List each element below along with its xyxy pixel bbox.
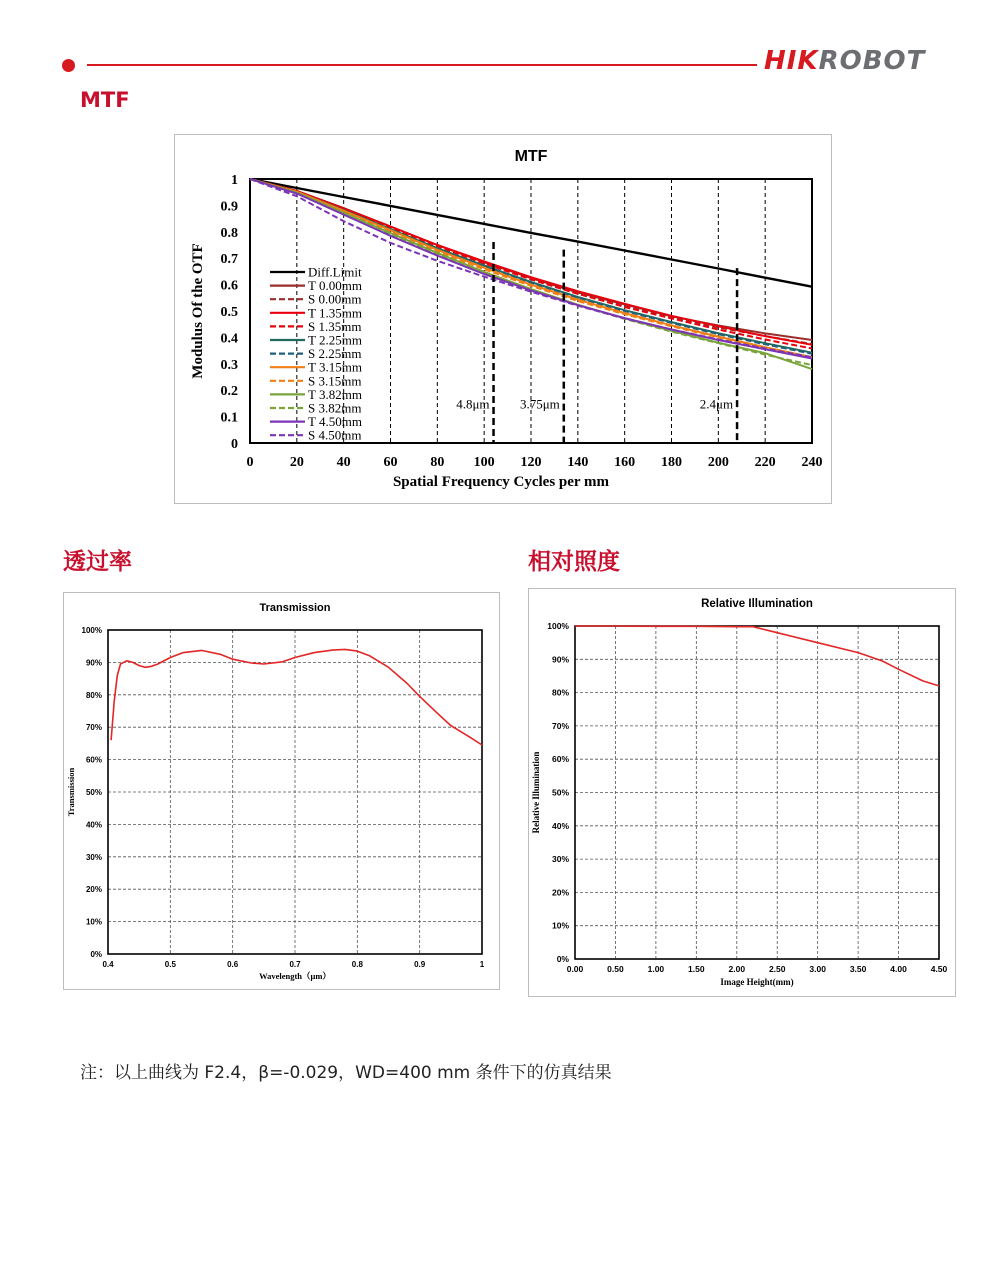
mtf-legend-label: S 3.82mm <box>308 400 362 416</box>
relative_illumination-y-tick-label: 0% <box>556 954 569 964</box>
mtf-x-tick-label: 140 <box>567 455 589 470</box>
mtf-legend-label: T 2.25mm <box>308 332 362 348</box>
mtf-x-tick-label: 0 <box>246 455 254 470</box>
header-rule <box>87 64 757 66</box>
transmission-y-tick-label: 20% <box>85 885 102 895</box>
mtf-y-tick-label: 0.2 <box>220 384 238 400</box>
relative_illumination-x-tick-label: 4.50 <box>930 964 948 974</box>
mtf-legend-label: Diff.Limit <box>308 264 362 280</box>
relative_illumination-x-tick-label: 3.50 <box>849 964 867 974</box>
relative_illumination-title: Relative Illumination <box>701 598 813 610</box>
transmission-section-title: 透过率 <box>63 549 132 575</box>
mtf-legend-label: T 1.35mm <box>308 305 362 321</box>
relative_illumination-series-line <box>575 626 939 686</box>
relative-illumination-chart <box>529 589 955 996</box>
relative_illumination-x-tick-label: 0.50 <box>607 964 624 974</box>
transmission-y-tick-label: 80% <box>85 690 102 700</box>
mtf-legend-label: T 4.50mm <box>308 414 362 430</box>
mtf-x-tick-label: 100 <box>473 455 495 470</box>
mtf-y-tick-label: 0.5 <box>220 305 238 320</box>
relative_illumination-y-tick-label: 30% <box>551 854 569 865</box>
relative_illumination-y-tick-label: 90% <box>551 654 569 665</box>
mtf-x-tick-label: 40 <box>336 455 351 470</box>
mtf-chart <box>175 135 831 503</box>
transmission-x-tick-label: 0.4 <box>102 960 114 969</box>
transmission-series-line <box>111 649 482 745</box>
relative_illumination-y-tick-label: 40% <box>551 820 569 831</box>
mtf-y-tick-label: 0.4 <box>220 331 238 347</box>
transmission-y-tick-label: 70% <box>85 723 102 733</box>
mtf-x-tick-label: 180 <box>661 455 682 470</box>
mtf-y-tick-label: 0.9 <box>220 199 238 215</box>
transmission-y-axis-label: Transmission <box>66 767 76 817</box>
mtf-marker-label: 3.75μm <box>519 396 560 412</box>
mtf-y-tick-label: 1 <box>231 173 238 188</box>
transmission-x-tick-label: 1 <box>479 960 485 969</box>
mtf-title: MTF <box>514 148 548 165</box>
mtf-y-tick-label: 0.6 <box>220 278 238 294</box>
relative_illumination-x-tick-label: 1.50 <box>688 964 705 974</box>
mtf-legend-label: T 3.82mm <box>308 386 362 402</box>
transmission-x-tick-label: 0.7 <box>289 960 301 969</box>
transmission-y-tick-label: 30% <box>85 852 102 862</box>
logo-robot-text: ROBOT <box>818 46 926 76</box>
transmission-x-axis-label: Wavelength（μm） <box>259 971 331 981</box>
logo-hik-text: HIK <box>764 46 819 76</box>
mtf-x-tick-label: 200 <box>707 455 729 470</box>
transmission-y-tick-label: 60% <box>85 755 102 765</box>
transmission-y-tick-label: 0% <box>90 950 102 959</box>
transmission-x-tick-label: 0.6 <box>227 960 239 969</box>
transmission-y-tick-label: 100% <box>81 626 102 635</box>
transmission-title: Transmission <box>259 602 331 614</box>
mtf-marker-label: 2.4μm <box>699 396 734 412</box>
mtf-x-tick-label: 20 <box>289 455 304 470</box>
transmission-y-tick-label: 40% <box>85 820 102 830</box>
relative_illumination-x-tick-label: 3.00 <box>809 964 826 974</box>
footnote: 注：以上曲线为 F2.4，β=-0.029，WD=400 mm 条件下的仿真结果 <box>80 1063 612 1083</box>
relative_illumination-y-tick-label: 70% <box>551 720 569 731</box>
mtf-legend-label: S 3.15mm <box>308 373 362 389</box>
relative_illumination-y-axis-label: Relative Illumination <box>531 751 541 834</box>
header-dot <box>62 59 75 72</box>
mtf-legend-label: S 4.50mm <box>308 427 362 443</box>
transmission-y-tick-label: 90% <box>85 658 102 668</box>
mtf-y-tick-label: 0 <box>231 437 238 452</box>
relative_illumination-y-tick-label: 20% <box>551 887 569 898</box>
mtf-legend-label: S 1.35mm <box>308 318 362 334</box>
mtf-x-axis-label: Spatial Frequency Cycles per mm <box>392 474 610 490</box>
hikrobot-logo <box>764 46 925 76</box>
transmission-chart-frame <box>63 592 500 990</box>
relative_illumination-y-tick-label: 80% <box>551 687 569 698</box>
mtf-legend-label: S 2.25mm <box>308 346 362 362</box>
mtf-y-axis-label: Modulus Of the OTF <box>190 243 206 379</box>
transmission-x-tick-label: 0.5 <box>164 960 176 969</box>
mtf-section-title: MTF <box>80 88 130 112</box>
transmission-y-tick-label: 10% <box>85 917 102 927</box>
transmission-x-tick-label: 0.9 <box>414 960 426 969</box>
mtf-y-tick-label: 0.7 <box>220 252 238 268</box>
mtf-legend-label: T 0.00mm <box>308 278 362 294</box>
mtf-y-tick-label: 0.3 <box>220 357 238 373</box>
relative_illumination-x-tick-label: 2.50 <box>768 964 786 974</box>
relative_illumination-y-tick-label: 100% <box>547 621 569 631</box>
ri-chart-frame <box>528 588 956 997</box>
relative_illumination-y-tick-label: 60% <box>551 754 569 765</box>
mtf-y-tick-label: 0.8 <box>220 225 238 241</box>
mtf-legend-label: S 0.00mm <box>308 291 362 307</box>
transmission-x-tick-label: 0.8 <box>351 960 363 969</box>
relative-illumination-section-title: 相对照度 <box>528 549 620 575</box>
relative_illumination-x-tick-label: 2.00 <box>728 964 746 974</box>
relative_illumination-x-tick-label: 0.00 <box>566 964 584 974</box>
transmission-y-tick-label: 50% <box>85 788 102 797</box>
mtf-marker-label: 4.8μm <box>456 396 490 412</box>
mtf-x-tick-label: 80 <box>430 455 445 470</box>
relative_illumination-y-tick-label: 10% <box>551 920 569 931</box>
mtf-y-tick-label: 0.1 <box>220 410 238 426</box>
relative_illumination-x-axis-label: Image Height(mm) <box>720 977 794 987</box>
mtf-x-tick-label: 220 <box>754 455 776 470</box>
relative_illumination-x-tick-label: 4.00 <box>890 964 907 974</box>
mtf-x-tick-label: 60 <box>383 455 398 470</box>
relative_illumination-y-tick-label: 50% <box>551 787 569 798</box>
mtf-x-tick-label: 120 <box>520 455 542 470</box>
mtf-x-tick-label: 160 <box>614 455 636 470</box>
mtf-chart-frame <box>174 134 832 504</box>
relative_illumination-x-tick-label: 1.00 <box>647 964 665 974</box>
mtf-x-tick-label: 240 <box>801 455 823 470</box>
transmission-chart <box>64 593 499 989</box>
mtf-legend-label: T 3.15mm <box>308 359 362 375</box>
